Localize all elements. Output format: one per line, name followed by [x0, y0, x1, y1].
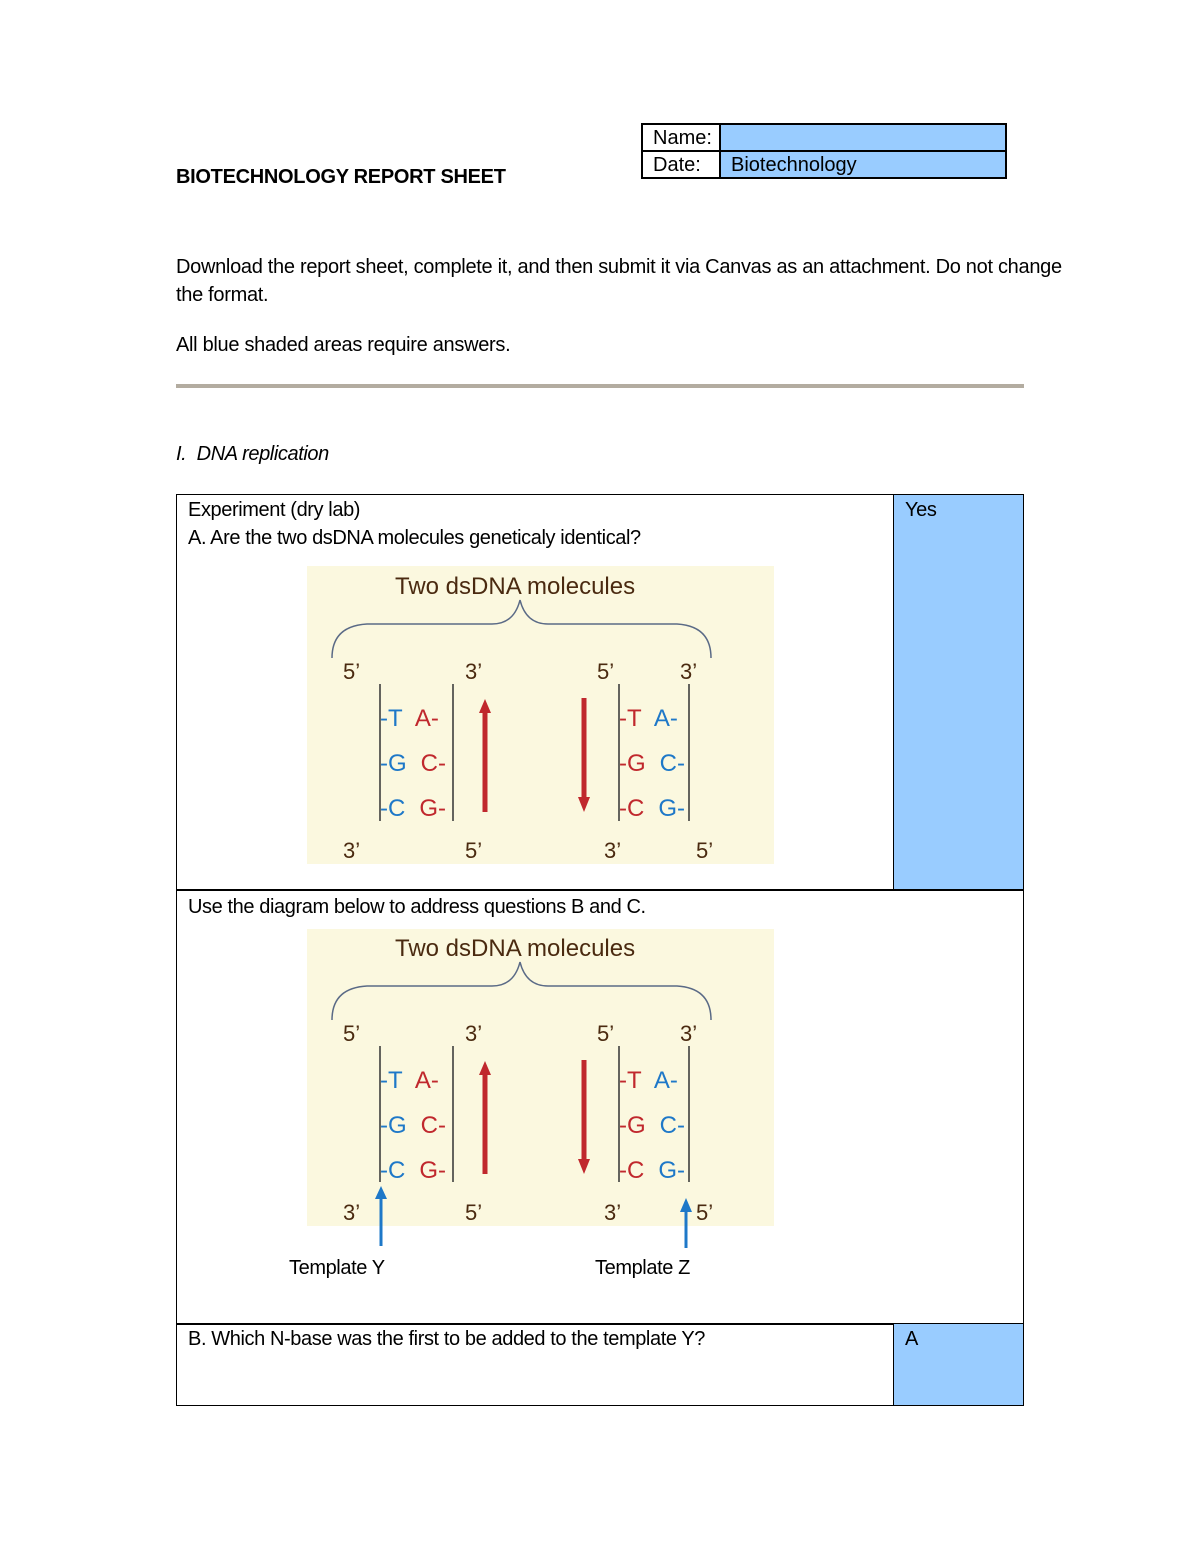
instructions-note: All blue shaded areas require answers. — [176, 334, 511, 356]
question-a-line1: Experiment (dry lab) — [188, 499, 361, 521]
base-label: A- — [653, 705, 678, 732]
template-y-arrow-icon — [375, 1186, 387, 1199]
mol2-top-3-prime: 3’ — [680, 659, 698, 684]
section-title: DNA replication — [196, 443, 329, 465]
name-label: Name: — [642, 124, 720, 151]
base-label: A- — [414, 705, 439, 732]
base-label: G- — [419, 795, 446, 822]
mol1-top-3-prime: 3’ — [465, 1021, 483, 1046]
mol2-top-5-prime: 5’ — [597, 659, 615, 684]
mol2-bottom-3-prime: 3’ — [604, 1200, 622, 1225]
base-label: A- — [653, 1067, 678, 1094]
base-label: -T — [380, 705, 401, 732]
base-label: G- — [658, 1157, 685, 1184]
mol2-bottom-3-prime: 3’ — [604, 838, 622, 863]
figure-title: Two dsDNA molecules — [395, 935, 636, 962]
date-label: Date: — [642, 151, 720, 178]
answer-a-text: Yes — [905, 499, 937, 521]
base-label: G- — [419, 1157, 446, 1184]
base-label: -G — [619, 1112, 646, 1139]
base-label: -T — [619, 705, 640, 732]
base-label: C- — [420, 750, 446, 777]
base-label: C- — [420, 1112, 446, 1139]
question-b-text: B. Which N-base was the first to be added to the template Y? — [188, 1328, 706, 1350]
mol2-top-3-prime: 3’ — [680, 1021, 698, 1046]
diagram-intro: Use the diagram below to address questions B and C. — [188, 896, 646, 918]
question-a-line2: A. Are the two dsDNA molecules geneticaly identical? — [188, 527, 641, 549]
figure-title: Two dsDNA molecules — [395, 573, 636, 600]
base-label: -G — [619, 750, 646, 777]
base-label: -C — [380, 1157, 406, 1184]
mol1-top-5-prime: 5’ — [343, 659, 361, 684]
instructions-paragraph: Download the report sheet, complete it, and then submit it via Canvas as an attachment. Do not change the format. — [176, 256, 1062, 306]
base-label: -G — [380, 750, 407, 777]
base-label: -C — [619, 1157, 645, 1184]
mol1-top-3-prime: 3’ — [465, 659, 483, 684]
section-number: I. — [176, 443, 187, 465]
answer-b-text: A — [905, 1328, 918, 1350]
base-label: -T — [380, 1067, 401, 1094]
base-label: C- — [659, 1112, 685, 1139]
mol1-bottom-3-prime: 3’ — [343, 1200, 361, 1225]
date-field[interactable]: Biotechnology — [720, 151, 1006, 178]
base-label: A- — [414, 1067, 439, 1094]
template-z-label: Template Z — [595, 1257, 690, 1279]
template-z-arrow-icon — [680, 1198, 692, 1212]
mol1-top-5-prime: 5’ — [343, 1021, 361, 1046]
report-title: BIOTECHNOLOGY REPORT SHEET — [176, 166, 506, 188]
template-y-label: Template Y — [289, 1257, 385, 1279]
base-label: -G — [380, 1112, 407, 1139]
base-label: -C — [380, 795, 406, 822]
base-label: C- — [659, 750, 685, 777]
mol2-bottom-5-prime: 5’ — [696, 838, 714, 863]
mol1-bottom-5-prime: 5’ — [465, 838, 483, 863]
mol2-bottom-5-prime: 5’ — [696, 1200, 714, 1225]
mol2-top-5-prime: 5’ — [597, 1021, 615, 1046]
base-label: -C — [619, 795, 645, 822]
mol1-bottom-5-prime: 5’ — [465, 1200, 483, 1225]
mol1-bottom-3-prime: 3’ — [343, 838, 361, 863]
base-label: -T — [619, 1067, 640, 1094]
base-label: G- — [658, 795, 685, 822]
